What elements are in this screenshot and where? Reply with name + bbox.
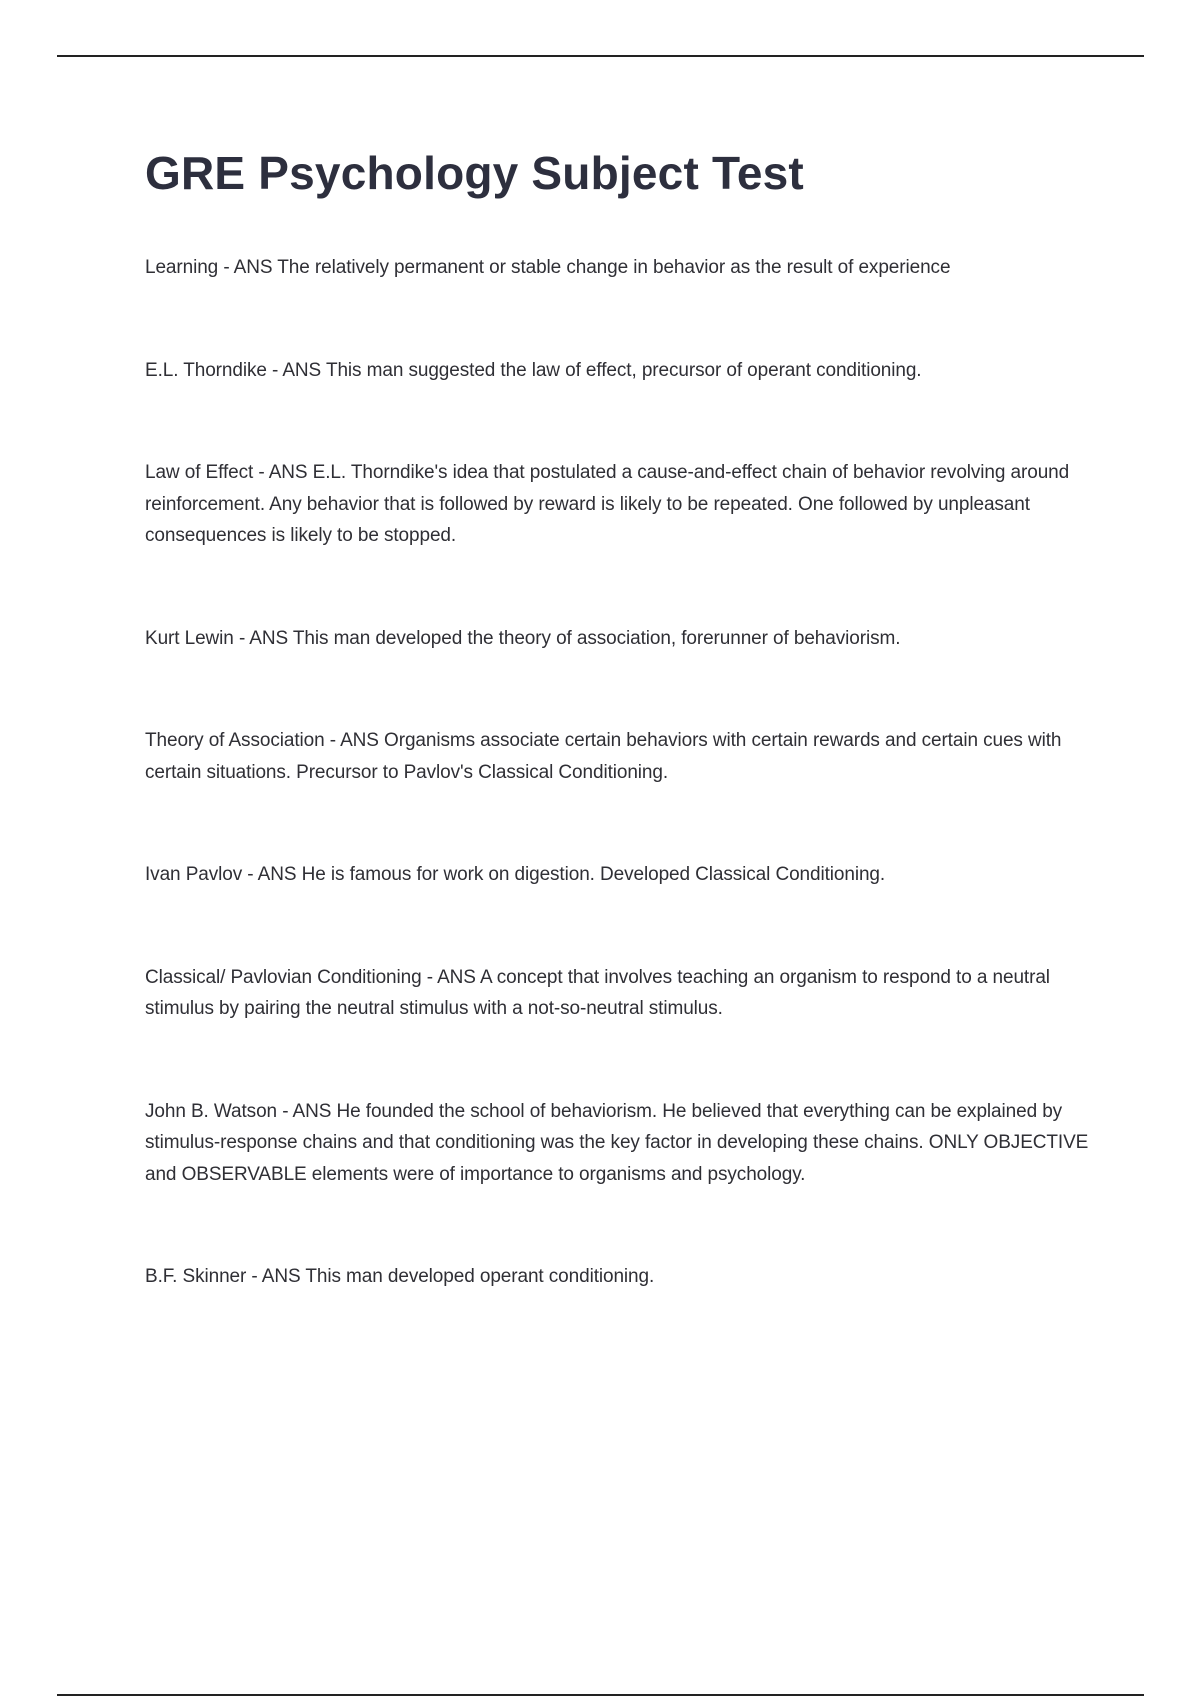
list-item: Theory of Association - ANS Organisms associate certain behaviors with certain rewards and certain cues with certain situations. Precursor to Pavlov's Classical Conditioning. (145, 730, 1062, 783)
list-item: B.F. Skinner - ANS This man developed operant conditioning. (145, 1266, 655, 1287)
list-item: Classical/ Pavlovian Conditioning - ANS A concept that involves teaching an organism to respond to a neutral stimulus by pairing the neutral stimulus with a not-so-neutral stimulus. (145, 966, 1050, 1019)
list-item: John B. Watson - ANS He founded the school of behaviorism. He believed that everything can be explained by stimulus-response chains and that conditioning was the key factor in developing these chains. ONLY OBJECTIVE and OBSERVABLE elements were of importance to organisms and psychology. (145, 1100, 1089, 1185)
list-item: Law of Effect - ANS E.L. Thorndike's idea that postulated a cause-and-effect chain of behavior revolving around reinforcement. Any behavior that is followed by reward is likely to be repeated. One followed by unpleasant consequences is likely to be stopped. (145, 462, 1070, 546)
header-divider (57, 55, 1144, 57)
page-title: GRE Psychology Subject Test (145, 147, 804, 199)
footer-divider (57, 1694, 1144, 1696)
list-item: Learning - ANS The relatively permanent or stable change in behavior as the result of experience (145, 257, 951, 278)
list-item: Kurt Lewin - ANS This man developed the theory of association, forerunner of behaviorism. (145, 627, 901, 649)
list-item: E.L. Thorndike - ANS This man suggested the law of effect, precursor of operant conditioning. (145, 359, 922, 381)
entry-list (145, 252, 1095, 1293)
list-item: Ivan Pavlov - ANS He is famous for work on digestion. Developed Classical Conditioning. (145, 864, 886, 885)
document-body (145, 140, 1095, 1364)
